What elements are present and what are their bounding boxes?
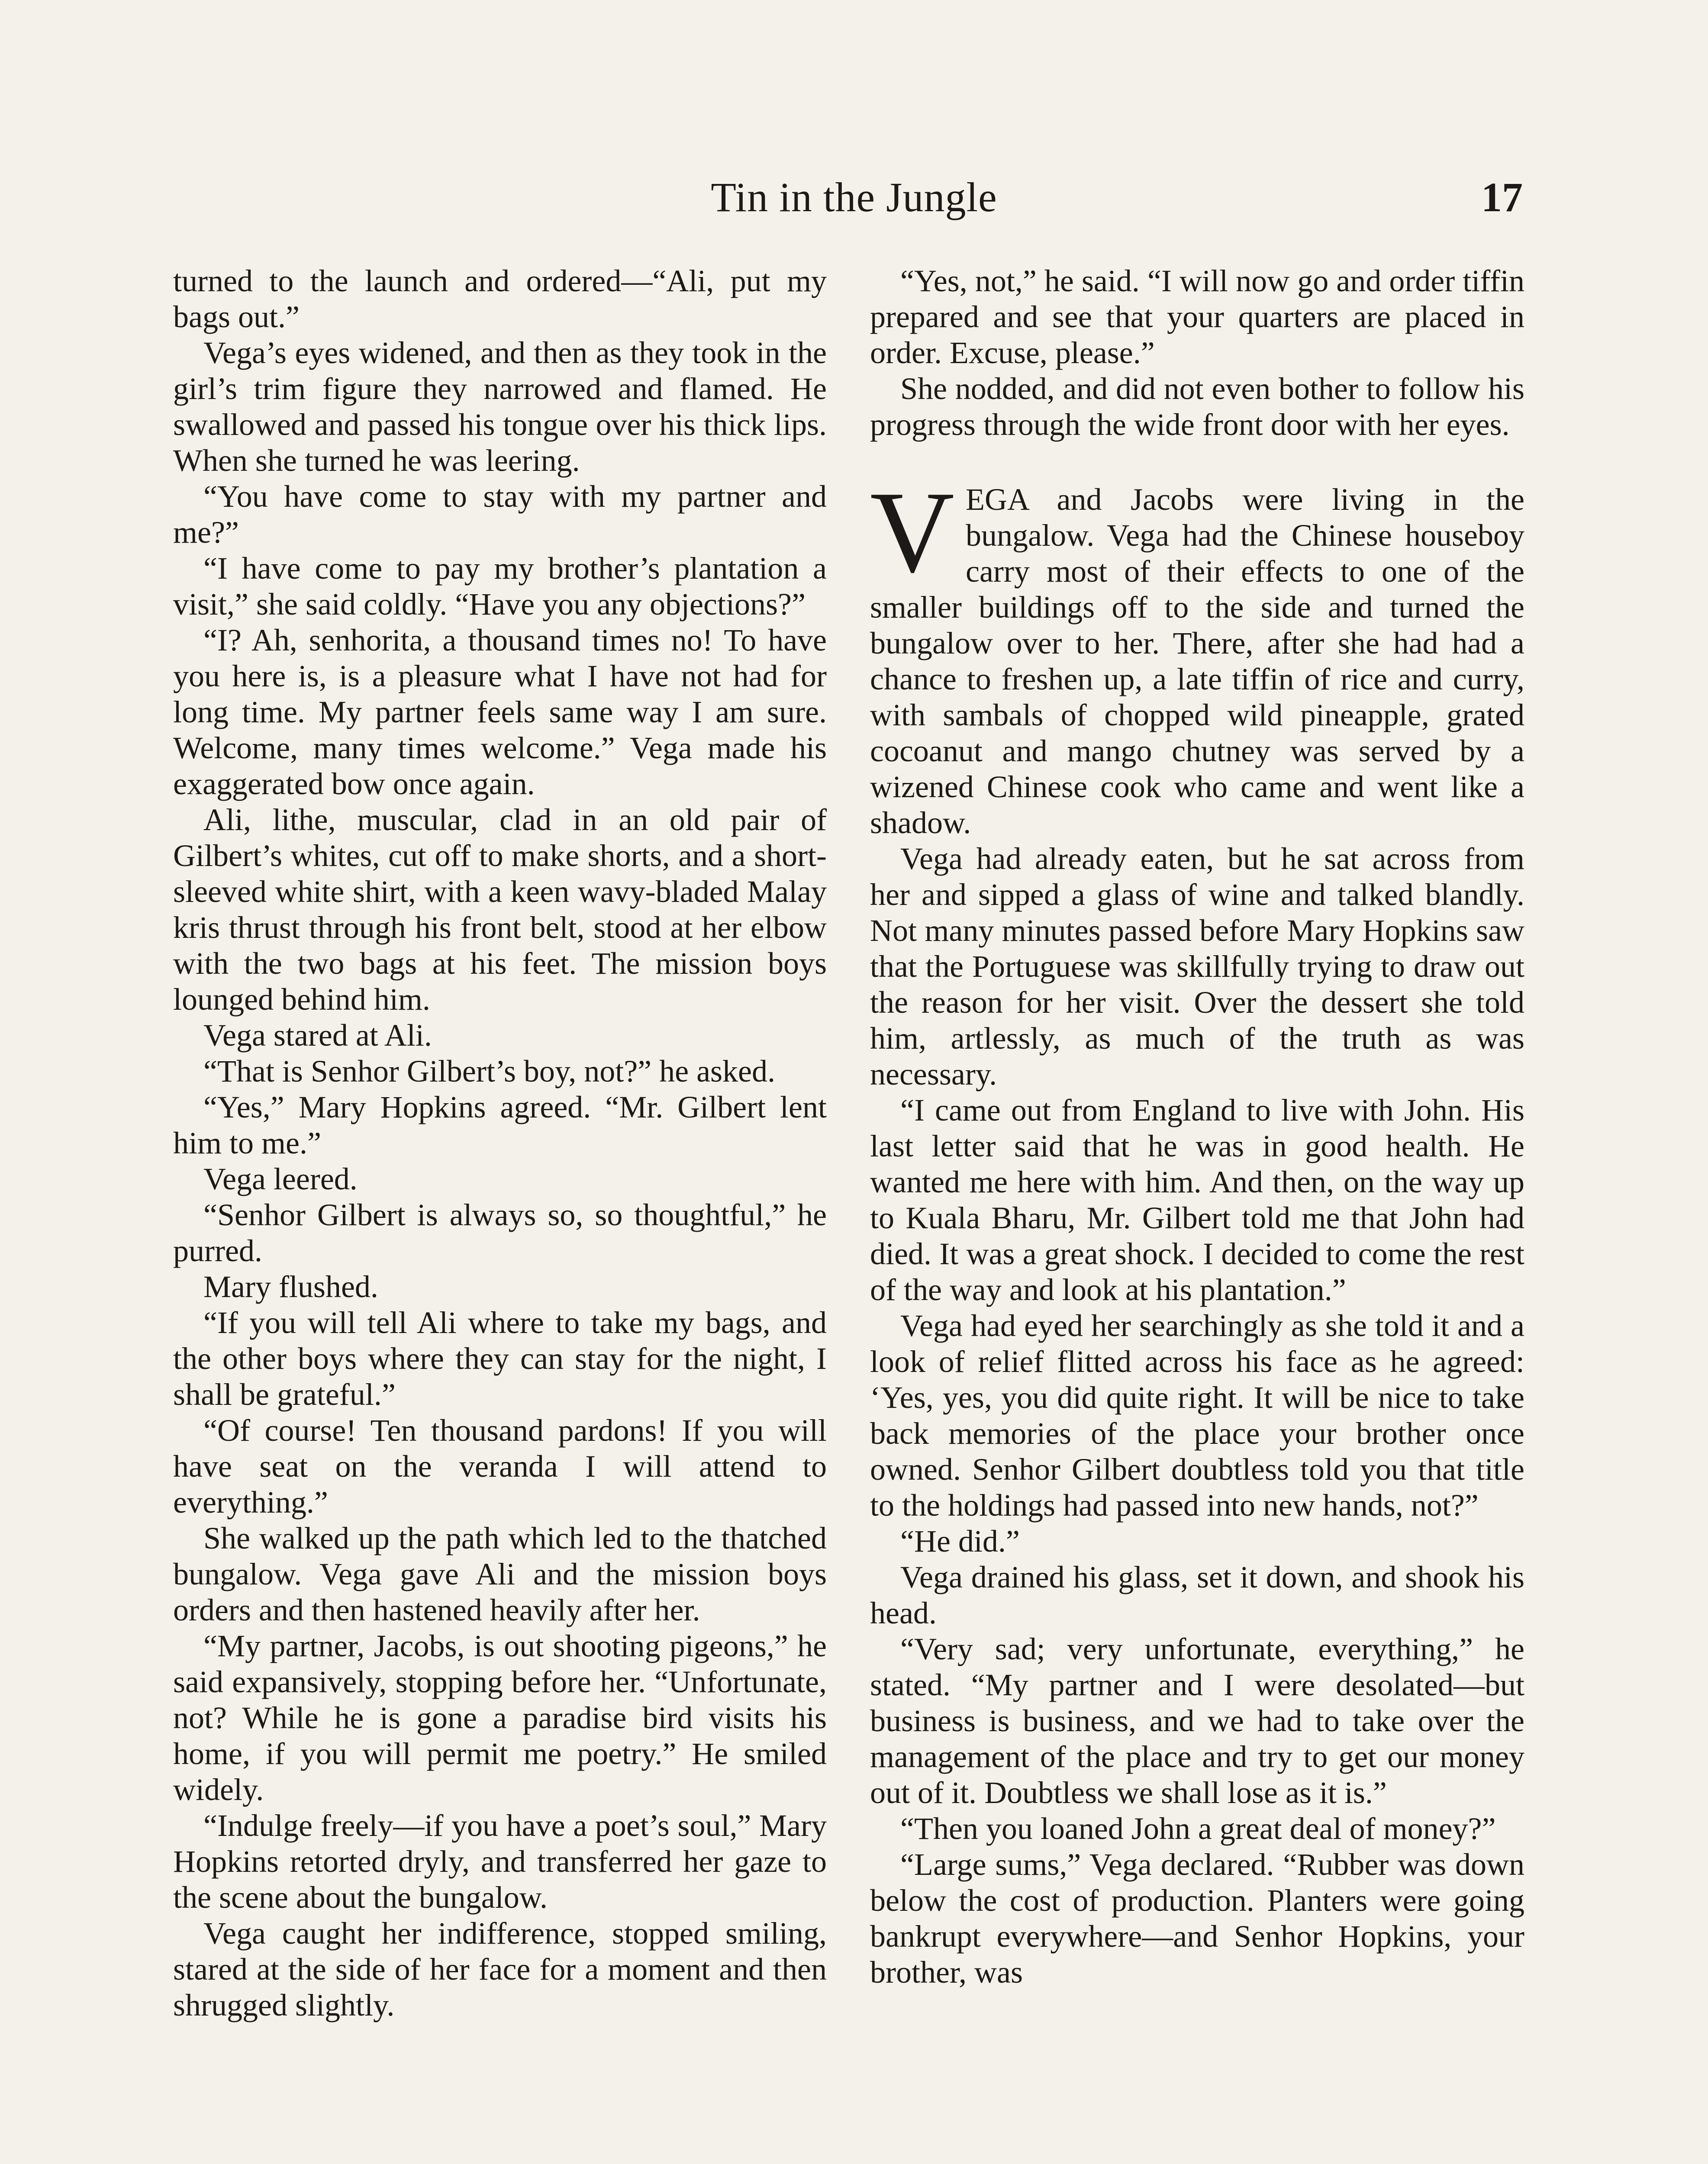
- paragraph: Vega had eyed her searchingly as she told it and a look of relief flitted across his face as he agreed: ‘Yes, yes, you did quite right. It will be nice to take back memories of the place your brother once owned. Senhor Gilbert doubtless told you that title to the holdings had passed into new hands, not?”: [870, 1308, 1524, 1523]
- paragraph: “Very sad; very unfortunate, everything,” he stated. “My partner and I were desolated—but business is business, and we had to take over the management of the place and try to get our money out of it. Doubtless we shall lose as it is.”: [870, 1632, 1524, 1810]
- paragraph: Vega’s eyes widened, and then as they took in the girl’s trim figure they narrowed and flamed. He swallowed and passed his tongue over his thick lips. When she turned he was leering.: [173, 335, 827, 478]
- paragraph: Vega stared at Ali.: [203, 1018, 432, 1053]
- running-title: Tin in the Jungle: [711, 174, 997, 220]
- paragraph: She nodded, and did not even bother to follow his progress through the wide front door with her eyes.: [870, 371, 1524, 442]
- paragraph: “Of course! Ten thousand pardons! If you will have seat on the veranda I will attend to everything.”: [173, 1413, 827, 1520]
- paragraph: “He did.”: [900, 1524, 1020, 1559]
- paragraph: “Yes,” Mary Hopkins agreed. “Mr. Gilbert lent him to me.”: [173, 1090, 827, 1160]
- paragraph: Vega caught her indifference, stopped smiling, stared at the side of her face for a moment and then shrugged slightly.: [173, 1916, 827, 2022]
- paragraph: “Yes, not,” he said. “I will now go and order tiffin prepared and see that your quarters are placed in order. Excuse, please.”: [870, 264, 1524, 370]
- paragraph: “Indulge freely—if you have a poet’s soul,” Mary Hopkins retorted dryly, and transferred her gaze to the scene about the bungalow.: [173, 1808, 827, 1915]
- paragraph: “I? Ah, senhorita, a thousand times no! To have you here is, is a pleasure what I have not had for long time. My partner feels same way I am sure. Welcome, many times welcome.” Vega made his exaggerated bow once again.: [173, 623, 827, 801]
- section-opening-text: EGA and Jacobs were living in the bungalow. Vega had the Chinese houseboy carry most of their effects to one of the smaller buildings off to the side and turned the bungalow over to her. There, after she had had a chance to freshen up, a late tiffin of rice and curry, with sambals of chopped wild pineapple, grated cocoanut and mango chutney was served by a wizened Chinese cook who came and went like a shadow.: [870, 482, 1524, 840]
- right-column: [870, 263, 1524, 1990]
- left-column: [173, 263, 827, 2023]
- paragraph: “You have come to stay with my partner and me?”: [173, 479, 827, 550]
- paragraph: Vega had already eaten, but he sat across from her and sipped a glass of wine and talked blandly. Not many minutes passed before Mary Hopkins saw that the Portuguese was skillfully trying to draw out the reason for her visit. Over the dessert she told him, artlessly, as much of the truth as was necessary.: [870, 841, 1524, 1092]
- paragraph: “My partner, Jacobs, is out shooting pigeons,” he said expansively, stopping before her. “Unfortunate, not? While he is gone a paradise bird visits his home, if you will permit me poetry.” He smiled widely.: [173, 1629, 827, 1807]
- page-header: [0, 173, 1708, 225]
- paragraph: “If you will tell Ali where to take my bags, and the other boys where they can stay for the night, I shall be grateful.”: [173, 1305, 827, 1412]
- paragraph: Vega drained his glass, set it down, and shook his head.: [870, 1560, 1524, 1630]
- paragraph: turned to the launch and ordered—“Ali, put my bags out.”: [173, 264, 827, 334]
- paragraph: Vega leered.: [203, 1162, 358, 1196]
- paragraph: Mary flushed.: [203, 1269, 378, 1304]
- section-opening-paragraph: [870, 467, 1524, 841]
- paragraph: Ali, lithe, muscular, clad in an old pair of Gilbert’s whites, cut off to make shorts, and a short-sleeved white shirt, with a keen wavy-bladed Malay kris thrust through his front belt, stood at her elbow with the two bags at his feet. The mission boys lounged behind him.: [173, 802, 827, 1017]
- drop-cap: V: [870, 467, 954, 597]
- paragraph: She walked up the path which led to the thatched bungalow. Vega gave Ali and the mission boys orders and then hastened heavily after her.: [173, 1521, 827, 1627]
- paragraph: “Senhor Gilbert is always so, so thoughtful,” he purred.: [173, 1198, 827, 1268]
- paragraph: “I have come to pay my brother’s plantation a visit,” she said coldly. “Have you any objections?”: [173, 551, 827, 622]
- paragraph: “Large sums,” Vega declared. “Rubber was down below the cost of production. Planters were going bankrupt everywhere—and Senhor Hopkins, your brother, was: [870, 1847, 1524, 1990]
- paragraph: “I came out from England to live with John. His last letter said that he was in good health. He wanted me here with him. And then, on the way up to Kuala Bharu, Mr. Gilbert told me that John had died. It was a great shock. I decided to come the rest of the way and look at his plantation.”: [870, 1093, 1524, 1307]
- paragraph: “Then you loaned John a great deal of money?”: [900, 1811, 1496, 1846]
- page-number: 17: [1481, 174, 1523, 220]
- paragraph: “That is Senhor Gilbert’s boy, not?” he asked.: [203, 1054, 775, 1088]
